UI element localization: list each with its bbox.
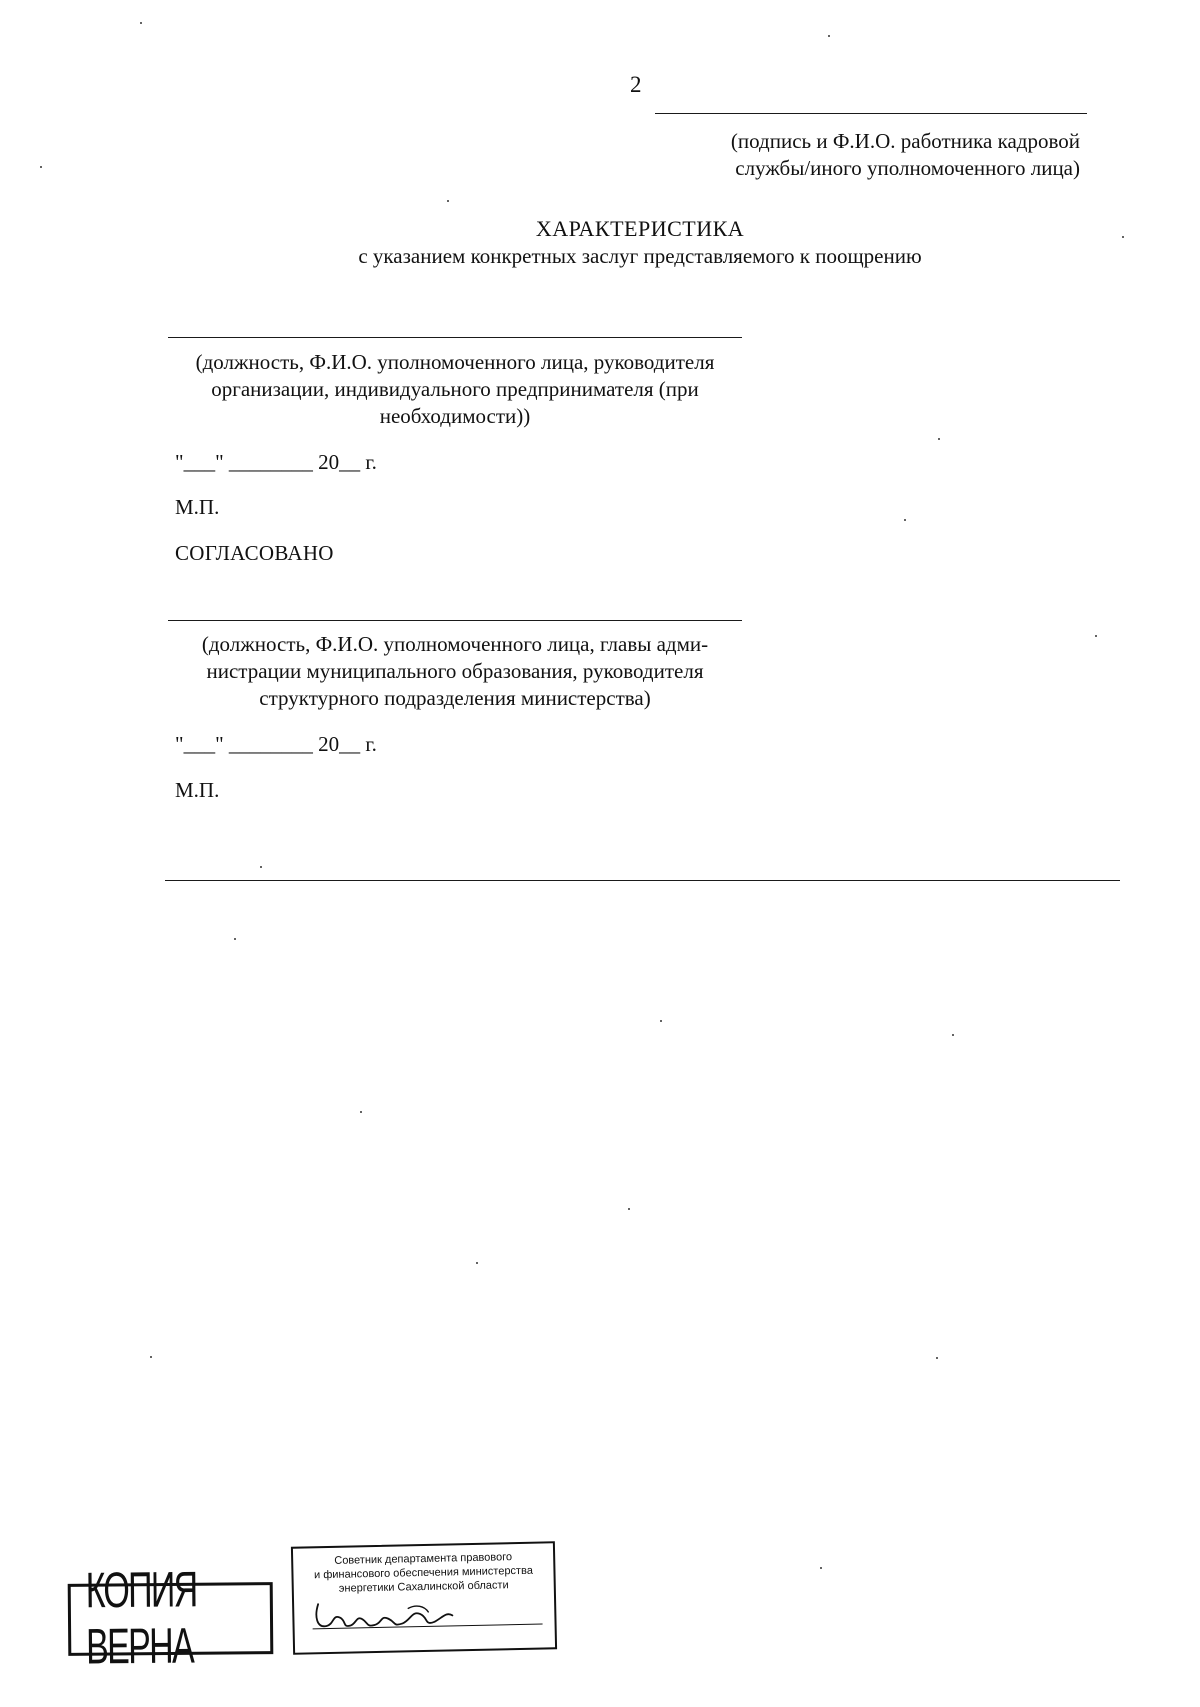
agreed-signature-caption <box>168 631 742 712</box>
agreed-heading: СОГЛАСОВАНО <box>175 541 334 565</box>
document-subtitle: с указанием конкретных заслуг представляемого к поощрению <box>358 244 922 268</box>
stamp-line: Советник департамента правового <box>334 1551 513 1567</box>
scan-speck <box>447 200 449 202</box>
scan-speck <box>234 938 236 940</box>
scan-speck <box>936 1357 938 1359</box>
caption-line: организации, индивидуального предпринимателя (при <box>211 377 699 401</box>
scan-speck <box>40 166 42 168</box>
seal-place-head: М.П. <box>175 495 220 519</box>
caption-line: необходимости)) <box>379 404 531 428</box>
date-field-agreed: "___" ________ 20__ г. <box>175 732 377 756</box>
seal-place-agreed: М.П. <box>175 778 220 802</box>
bottom-rule <box>165 880 1120 881</box>
handwritten-signature <box>312 1593 463 1636</box>
caption-line: (подпись и Ф.И.О. работника кадровой <box>730 129 1080 153</box>
top-signature-caption <box>640 128 1080 182</box>
stamp-line: и финансового обеспечения министерства <box>313 1564 533 1582</box>
caption-line: структурного подразделения министерства) <box>259 686 651 710</box>
copy-certified-stamp-text: КОПИЯ ВЕРНА <box>85 1562 197 1675</box>
official-stamp <box>291 1541 557 1655</box>
scan-speck <box>1122 236 1124 238</box>
caption-line: нистрации муниципального образования, руководителя <box>206 659 704 683</box>
scan-speck <box>828 35 830 37</box>
signature-line-top <box>655 113 1087 114</box>
caption-line: (должность, Ф.И.О. уполномоченного лица, руководителя <box>195 350 715 374</box>
caption-line: (должность, Ф.И.О. уполномоченного лица, главы адми- <box>201 632 709 656</box>
scan-speck <box>1095 635 1097 637</box>
scan-speck <box>150 1356 152 1358</box>
official-stamp-text <box>293 1549 554 1596</box>
scan-speck <box>140 22 142 24</box>
scan-speck <box>952 1034 954 1036</box>
scan-speck <box>260 866 262 868</box>
scan-speck <box>904 519 906 521</box>
signature-line-agreed <box>168 620 742 621</box>
caption-line: службы/иного уполномоченного лица) <box>735 156 1080 180</box>
copy-certified-stamp <box>68 1562 274 1675</box>
scan-speck <box>360 1111 362 1113</box>
document-title: ХАРАКТЕРИСТИКА <box>535 216 745 241</box>
scan-speck <box>660 1020 662 1022</box>
date-field-head: "___" ________ 20__ г. <box>175 450 377 474</box>
scan-speck <box>628 1208 630 1210</box>
scan-speck <box>476 1262 478 1264</box>
scan-speck <box>820 1567 822 1569</box>
stamp-line: энергетики Сахалинской области <box>338 1579 509 1595</box>
scan-speck <box>938 438 940 440</box>
page-number: 2 <box>630 72 642 97</box>
signature-line-head <box>168 337 742 338</box>
head-signature-caption <box>168 349 742 430</box>
